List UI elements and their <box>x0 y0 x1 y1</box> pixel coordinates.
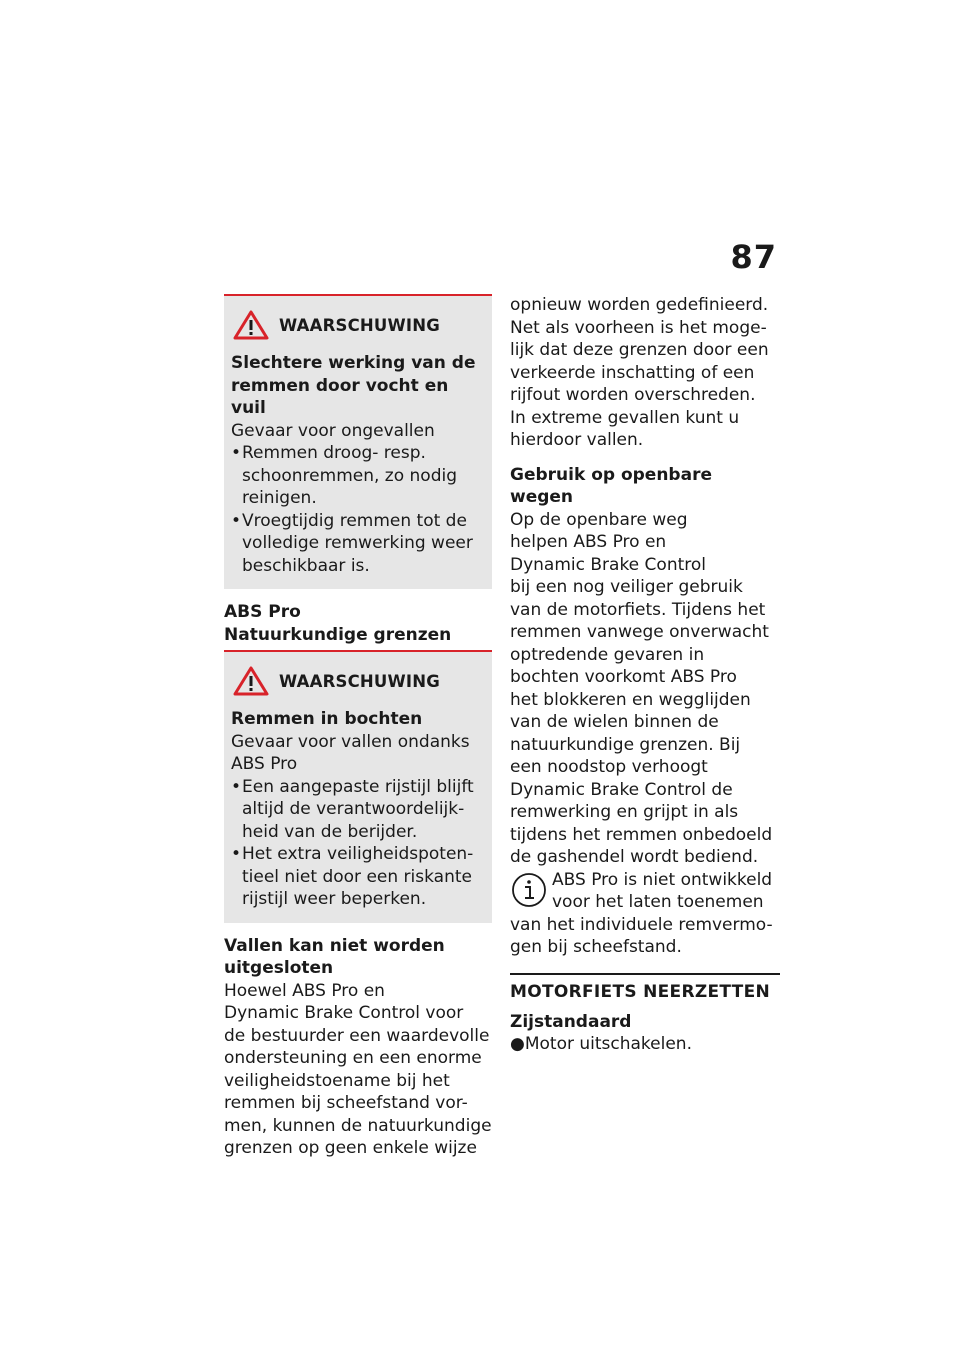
text-line: Dynamic Brake Control <box>510 554 706 575</box>
bullet-item <box>231 843 484 911</box>
text-line: een noodstop verhoogt <box>510 757 708 777</box>
warning-subtitle: Gevaar voor ongevallen <box>231 420 435 441</box>
section-subtitle: Natuurkundige grenzen <box>224 624 452 645</box>
warning-heading-line: Slechtere werking van de <box>231 353 476 373</box>
bullet-line: beschikbaar is. <box>242 555 370 576</box>
bullet-line: altijd de verantwoordelijk- <box>242 799 465 819</box>
warning-subtitle-line: Gevaar voor vallen ondanks <box>231 731 470 752</box>
bullet-line: schoonremmen, zo nodig <box>242 465 457 486</box>
bullet-item <box>231 776 484 844</box>
note-line: ABS Pro is niet ontwikkeld <box>552 869 773 890</box>
bullet-line: • Een aangepaste rijstijl blijft <box>242 776 474 797</box>
warning-heading <box>231 352 484 420</box>
bullet-item <box>231 442 484 510</box>
text-line: optredende gevaren in <box>510 644 705 665</box>
text-line: verkeerde inschatting of een <box>510 362 755 383</box>
bullet-item <box>231 510 484 578</box>
text-line: opnieuw worden gedefinieerd. <box>510 295 769 315</box>
fall-section <box>224 935 492 1160</box>
info-icon <box>510 871 548 909</box>
text-line: Hoewel ABS Pro en <box>224 980 385 1001</box>
fall-heading-line: Vallen kan niet worden <box>224 935 445 956</box>
text-line: remmen vanwege onverwacht <box>510 622 769 642</box>
text-line: lijk dat deze grenzen door een <box>510 340 769 360</box>
left-column <box>224 294 492 1160</box>
bullet-line: • Remmen droog- resp. <box>242 443 426 463</box>
text-line: tijdens het remmen onbedoeld <box>510 824 773 845</box>
bullet-line: reinigen. <box>242 488 317 508</box>
warning-header <box>231 666 484 696</box>
warning-box-2 <box>224 652 492 923</box>
bullet-line: volledige remwerking weer <box>242 533 473 553</box>
text-line: veiligheidstoename bij het <box>224 1070 450 1091</box>
section-title: ABS Pro <box>224 602 301 622</box>
text-line: remmen bij scheefstand vor- <box>224 1093 468 1113</box>
text-line: In extreme gevallen kunt u <box>510 407 740 428</box>
text-line: van de wielen binnen de <box>510 712 719 732</box>
text-line: de gashendel wordt bediend. <box>510 847 759 867</box>
page-number: 87 <box>730 238 777 276</box>
text-line: natuurkundige grenzen. Bij <box>510 734 741 755</box>
warning-bullets <box>231 776 484 911</box>
bullet-line: heid van de berijder. <box>242 821 418 842</box>
text-line: hierdoor vallen. <box>510 430 644 450</box>
warning-box-1 <box>224 294 492 589</box>
text-line: de bestuurder een waardevolle <box>224 1025 490 1046</box>
warning-header <box>231 310 484 340</box>
text-line: bij een nog veiliger gebruik <box>510 577 743 597</box>
warning-subtitle-line: ABS Pro <box>231 754 298 774</box>
warning-title: WAARSCHUWING <box>279 671 440 691</box>
warning-triangle-icon <box>233 666 269 696</box>
text-line: Op de openbare weg <box>510 509 688 530</box>
road-heading: Gebruik op openbare wegen <box>510 464 712 507</box>
text-line: Dynamic Brake Control voor <box>224 1003 464 1023</box>
text-line: helpen ABS Pro en <box>510 532 667 552</box>
text-line: rijfout worden overschreden. <box>510 385 756 405</box>
text-line: bochten voorkomt ABS Pro <box>510 667 737 687</box>
text-line: Net als voorheen is het moge- <box>510 317 767 338</box>
warning-bullets <box>231 442 484 577</box>
warning-title: WAARSCHUWING <box>279 315 440 335</box>
note-line: van het individuele remvermo- <box>510 914 773 935</box>
text-line: ondersteuning en een enorme <box>224 1048 482 1068</box>
stand-item <box>510 1033 780 1056</box>
note-line: voor het laten toenemen <box>552 892 764 912</box>
stand-item-text: Motor uitschakelen. <box>524 1034 692 1054</box>
fall-heading-line: uitgesloten <box>224 958 334 978</box>
text-line: Dynamic Brake Control de <box>510 779 733 800</box>
bullet-line: rijstijl weer beperken. <box>242 889 427 909</box>
text-line: het blokkeren en wegglijden <box>510 689 751 710</box>
info-note <box>510 869 780 959</box>
section-heading <box>224 601 492 652</box>
text-line: van de motorfiets. Tijdens het <box>510 599 766 620</box>
text-line: remwerking en grijpt in als <box>510 802 739 822</box>
road-section <box>510 464 780 869</box>
stand-heading: Zijstandaard <box>510 1011 632 1032</box>
bullet-line: • Het extra veiligheidspoten- <box>242 844 474 864</box>
chapter-title: MOTORFIETS NEERZETTEN <box>510 981 771 1002</box>
text-line: grenzen op geen enkele wijze <box>224 1138 477 1158</box>
bullet-line: tieel niet door een riskante <box>242 866 472 887</box>
warning-triangle-icon <box>233 310 269 340</box>
stand-section <box>510 1011 780 1056</box>
continued-paragraph <box>510 294 780 452</box>
note-line: gen bij scheefstand. <box>510 937 682 957</box>
warning-heading: Remmen in bochten <box>231 709 423 729</box>
chapter-heading <box>510 973 780 1003</box>
warning-heading-line: remmen door vocht en vuil <box>231 375 449 418</box>
bullet-dot: ● <box>510 1034 525 1054</box>
right-column <box>510 294 780 1056</box>
bullet-line: • Vroegtijdig remmen tot de <box>242 510 467 531</box>
text-line: men, kunnen de natuurkundige <box>224 1115 492 1136</box>
warning-subtitle <box>231 731 484 776</box>
